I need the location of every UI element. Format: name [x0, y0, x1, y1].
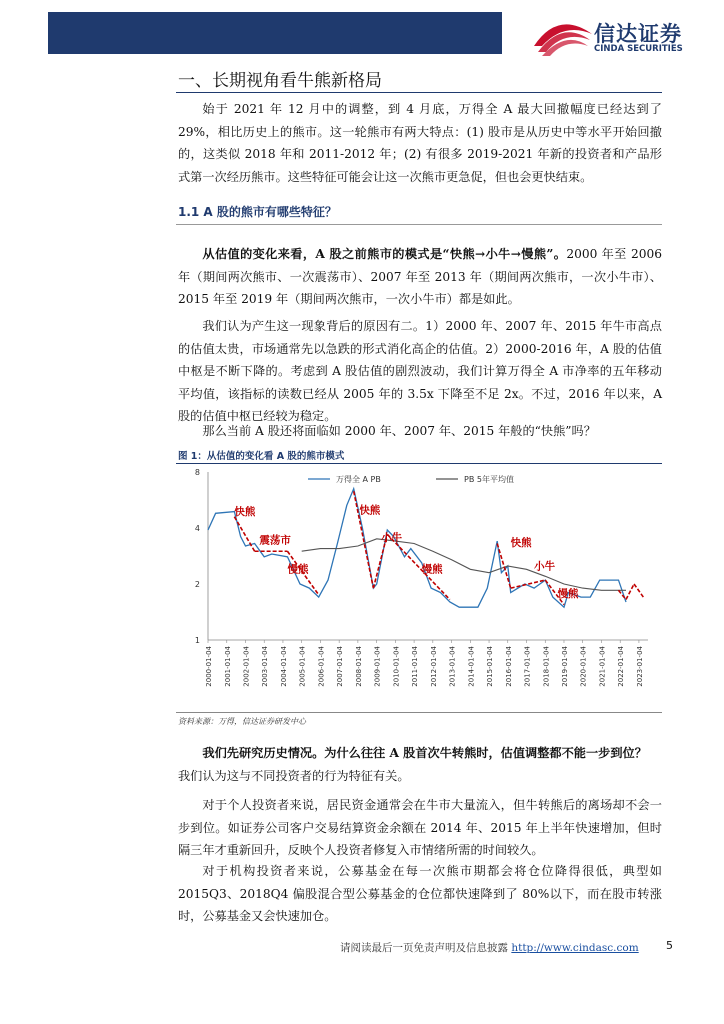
y-tick-label: 2 — [194, 580, 200, 589]
x-tick-label: 2021-01-04 — [598, 646, 607, 687]
paragraph-individual: 对于个人投资者来说，居民资金通常会在牛市大量流入，但牛转熊后的离场却不会一步到位。如证券公司客户交易结算资金余额在 2014 年、2015 年上半年快速增加，但时隔三年才重新回升，反映个人投资者修复入市情绪所需的时间较久。 — [178, 798, 662, 857]
chart-annotation: 小牛 — [534, 560, 556, 573]
series-line-pb-5y-avg — [302, 539, 626, 591]
chart-annotation: 慢熊 — [287, 563, 309, 576]
paragraph-question: 那么当前 A 股还将面临如 2000 年、2007 年、2015 年般的“快熊”吗？ — [202, 424, 596, 438]
x-tick-label: 2022-01-04 — [617, 646, 626, 687]
x-tick-label: 2018-01-04 — [542, 646, 551, 687]
x-tick-label: 2007-01-04 — [336, 646, 345, 687]
x-tick-label: 2005-01-04 — [298, 646, 307, 687]
trend-segment — [626, 584, 634, 600]
logo-text-cn: 信达证券 — [594, 22, 682, 46]
x-tick-label: 2013-01-04 — [448, 646, 457, 687]
footer-disclaimer — [340, 940, 639, 955]
x-tick-label: 2006-01-04 — [317, 646, 326, 687]
paragraph-pattern-rest: 2000 年至 2006 年（期间两次熊市、一次震荡市）、2007 年至 2013 年（期间两次熊市，一次小牛市）、2015 年至 2019 年（期间两次熊市，一次小牛市）都是如此。 — [178, 247, 662, 306]
footer-link[interactable]: http://www.cindasc.com — [511, 942, 639, 954]
section-title: 一、长期视角看牛熊新格局 — [178, 71, 382, 91]
x-tick-label: 2016-01-04 — [504, 646, 513, 687]
figure-source: 资料来源：万得，信达证券研发中心 — [178, 717, 306, 726]
paragraph-history-bold: 我们先研究历史情况。为什么往往 A 股首次牛转熊时，估值调整都不能一步到位？ — [202, 746, 647, 760]
page-number: 5 — [666, 939, 673, 952]
subsection-title: 1.1 A 股的熊市有哪些特征？ — [178, 205, 337, 219]
x-tick-label: 2010-01-04 — [392, 646, 401, 687]
x-tick-label: 2004-01-04 — [279, 646, 288, 687]
chart-annotation: 震荡市 — [259, 534, 291, 547]
section-divider — [176, 92, 662, 93]
x-tick-label: 2000-01-04 — [205, 646, 213, 687]
chart-annotation: 快熊 — [359, 504, 381, 517]
legend-label: 万得全 A PB — [336, 475, 381, 484]
x-tick-label: 2008-01-04 — [354, 646, 363, 687]
x-tick-label: 2001-01-04 — [223, 646, 232, 687]
x-tick-label: 2011-01-04 — [411, 646, 420, 687]
header-bar — [48, 12, 502, 54]
x-tick-label: 2014-01-04 — [467, 646, 476, 687]
x-tick-label: 2012-01-04 — [429, 646, 438, 687]
x-tick-label: 2003-01-04 — [261, 646, 270, 687]
figure-title: 图 1：从估值的变化看 A 股的熊市模式 — [178, 451, 345, 462]
subsection-divider — [176, 224, 662, 225]
x-tick-label: 2019-01-04 — [560, 646, 569, 687]
y-tick-label: 8 — [194, 468, 200, 477]
paragraph-reasons: 我们认为产生这一现象背后的原因有二。1）2000 年、2007 年、2015 年牛市高点的估值太贵，市场通常先以急跌的形式消化高企的估值。2）2000-2016 年，A 股的估值中枢是不断下降的。考虑到 A 股估值的剧烈波动，我们计算万得全 A 市净率的五年移动平均值，该指标的读数已经从 2005 年的 3.5x 下降至不足 2x。不过，2016 年以来，A 股的估值中枢已经较为稳定。 — [178, 319, 662, 423]
logo-text-en: CINDA SECURITIES — [594, 44, 683, 54]
chart-annotation: 快熊 — [510, 537, 532, 550]
trend-segment — [634, 584, 643, 597]
x-tick-label: 2002-01-04 — [242, 646, 251, 687]
x-tick-label: 2015-01-04 — [486, 646, 495, 687]
x-tick-label: 2023-01-04 — [635, 646, 644, 687]
paragraph-intro: 始于 2021 年 12 月中的调整，到 4 月底，万得全 A 最大回撤幅度已经达到了 29%，相比历史上的熊市。这一轮熊市有两大特点：(1) 股市是从历史中等水平开始回撤的，这类似 2018 年和 2011-2012 年；(2) 有很多 2019-2021 年新的投资者和产品形式第一次经历熊市。这些特征可能会让这一次熊市更急促，但也会更快结束。 — [178, 102, 662, 184]
legend-label: PB 5年平均值 — [464, 475, 514, 484]
paragraph-pattern — [178, 243, 662, 311]
chart-annotation: 慢熊 — [421, 563, 443, 576]
paragraph-history — [178, 742, 662, 787]
paragraph-history-rest: 我们认为这与不同投资者的行为特征有关。 — [178, 768, 410, 783]
figure-title-rule — [176, 463, 662, 464]
y-tick-label: 1 — [194, 636, 200, 645]
chart-annotation: 慢熊 — [557, 588, 579, 601]
x-tick-label: 2020-01-04 — [579, 646, 588, 687]
trend-segment — [234, 517, 254, 552]
figure-bottom-rule — [176, 712, 662, 713]
footer-text: 请阅读最后一页免责声明及信息披露 — [340, 942, 508, 954]
chart-annotation: 快熊 — [234, 505, 256, 518]
chart-annotation: 小牛 — [381, 532, 403, 545]
x-tick-label: 2009-01-04 — [373, 646, 382, 687]
paragraph-institution: 对于机构投资者来说，公募基金在每一次熊市期都会将仓位降得很低，典型如 2015Q3、2018Q4 偏股混合型公募基金的仓位都快速降到了 80%以下，而在股市转涨时，公募基金又会快速加仓。 — [178, 864, 662, 923]
paragraph-pattern-bold: 从估值的变化来看，A 股之前熊市的模式是“快熊→小牛→慢熊”。 — [202, 247, 567, 261]
y-tick-label: 4 — [194, 524, 200, 533]
pb-chart — [178, 466, 662, 710]
x-tick-label: 2017-01-04 — [523, 646, 532, 687]
